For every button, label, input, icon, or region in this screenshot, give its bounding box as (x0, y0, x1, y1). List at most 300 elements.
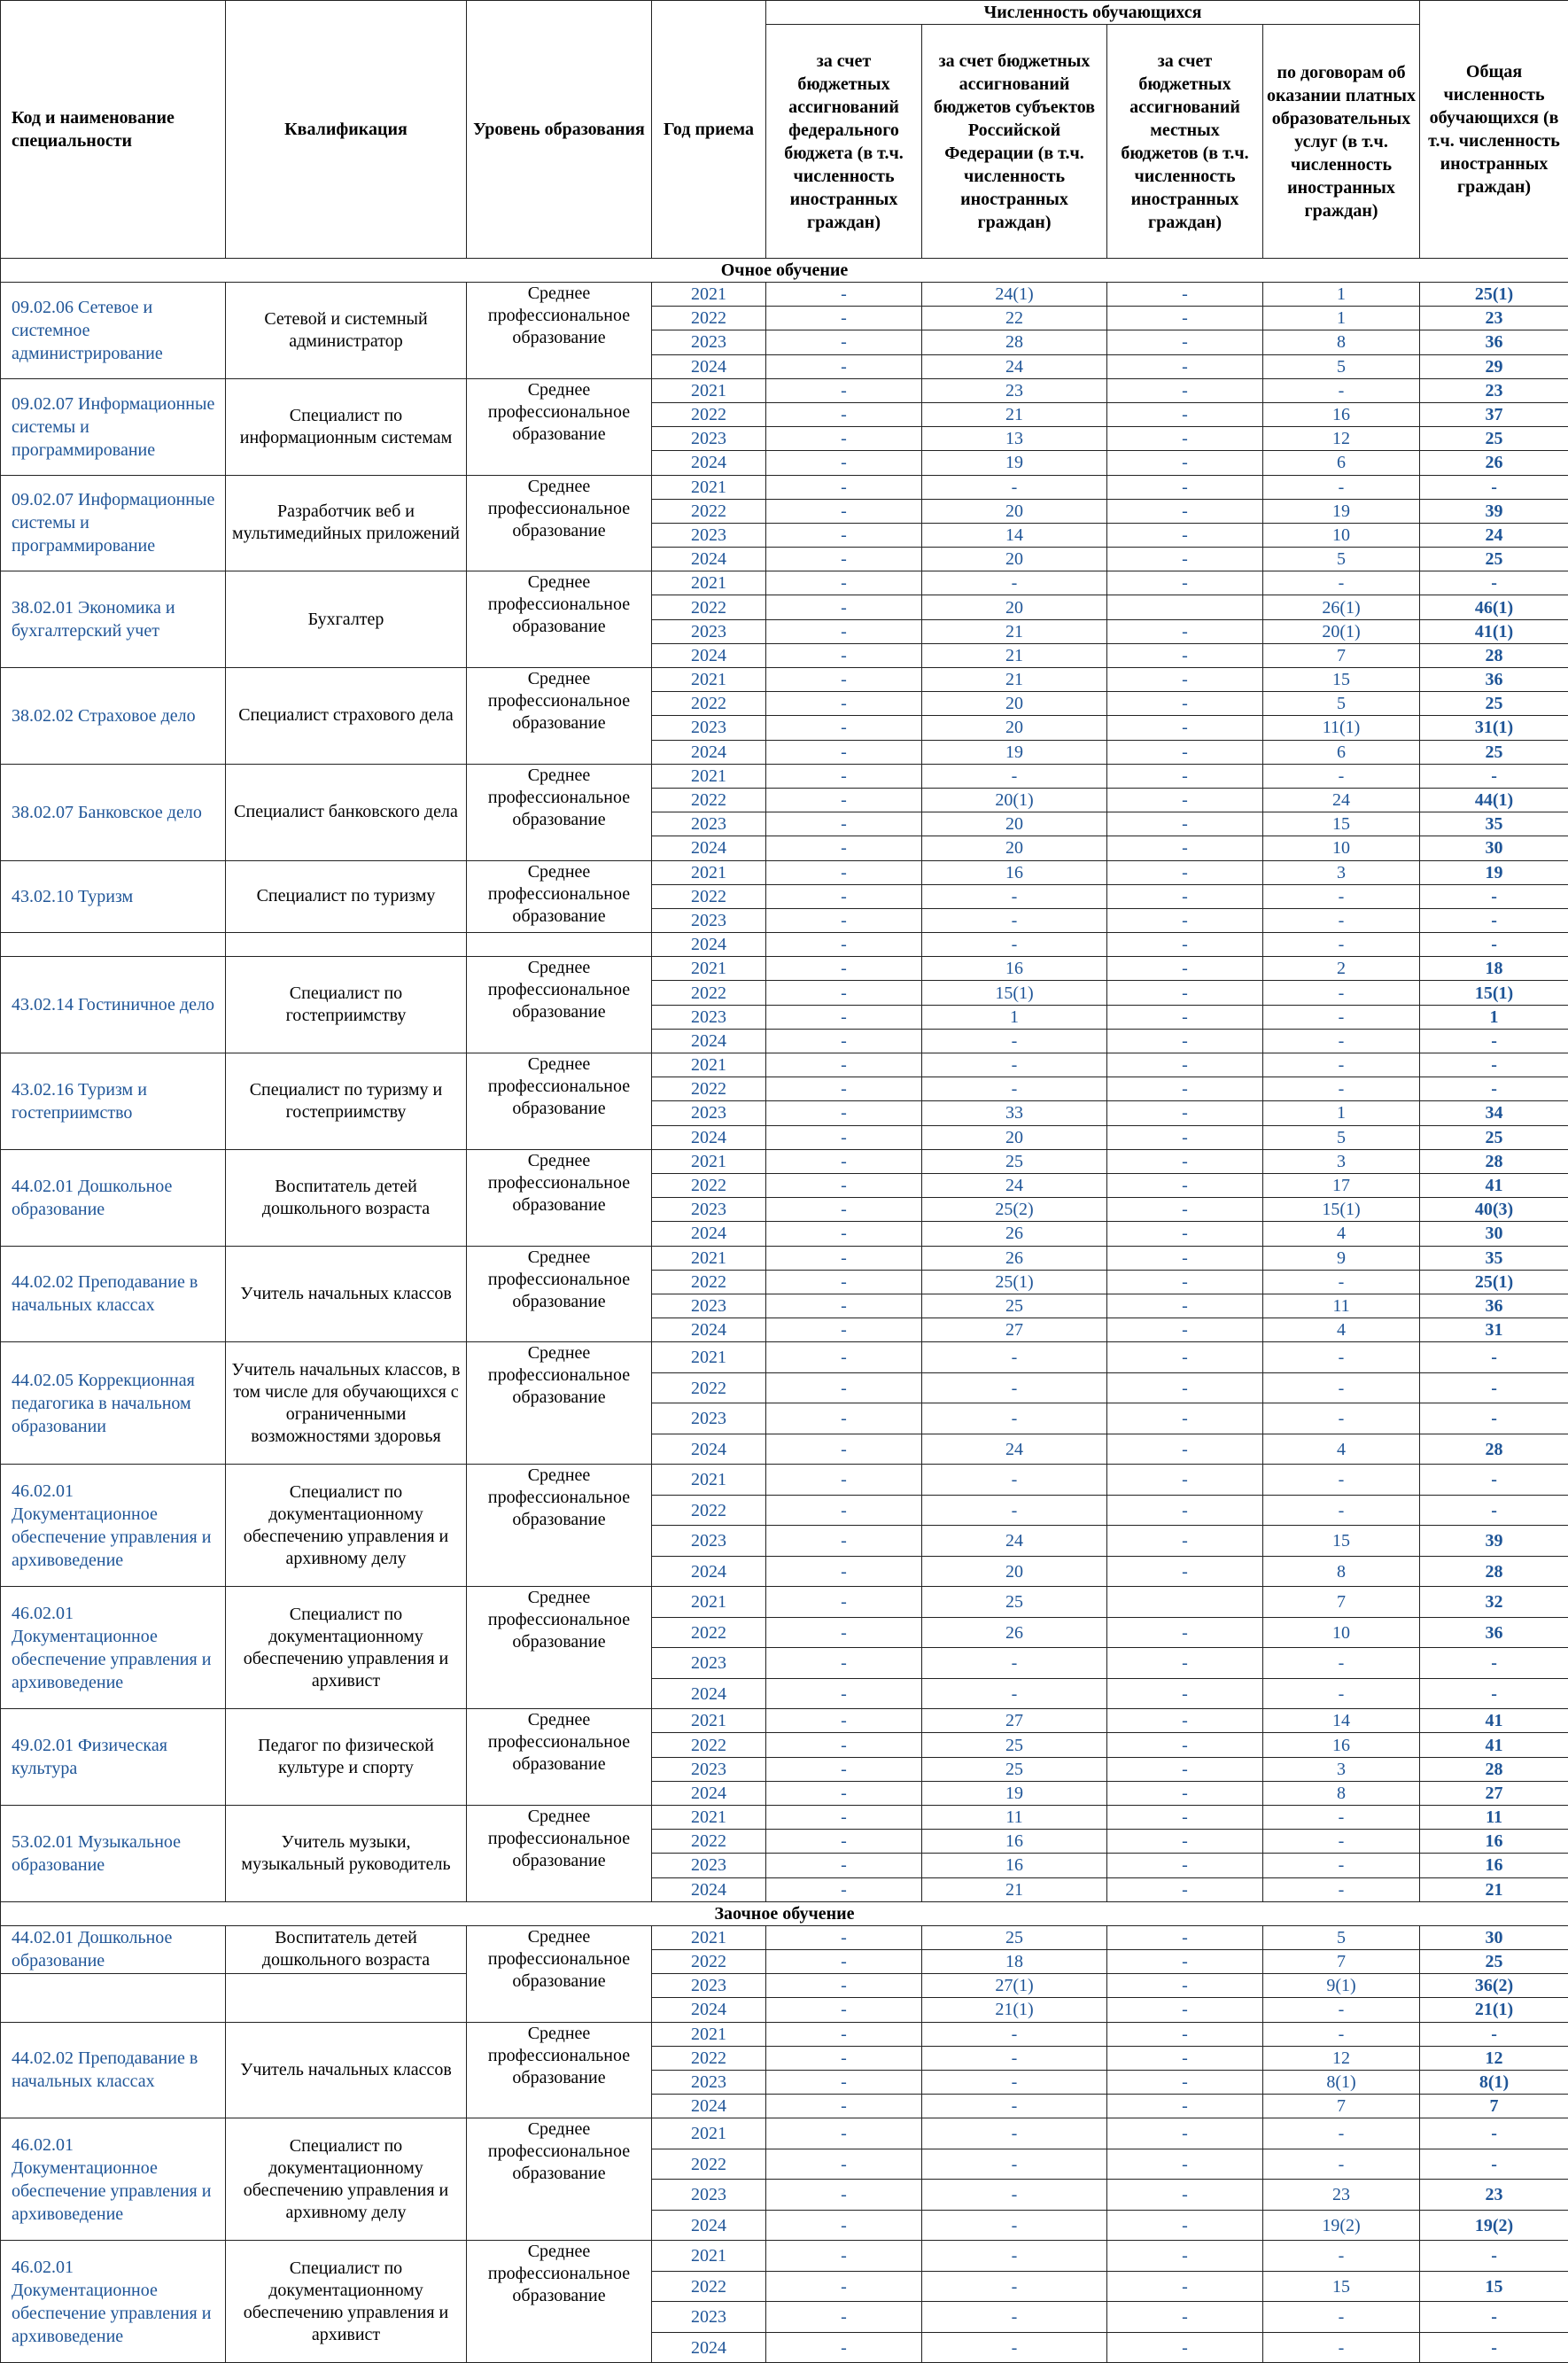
qualification: Специалист по туризму (226, 860, 467, 933)
table-row (1, 668, 1568, 692)
local-cell: - (1107, 1757, 1263, 1781)
header-code: Код и наименование специальности (1, 1, 226, 259)
local-cell: - (1107, 957, 1263, 981)
total-cell: 39 (1420, 499, 1568, 523)
regional-cell: - (922, 2095, 1107, 2118)
total-cell: 18 (1420, 957, 1568, 981)
regional-cell: 16 (922, 860, 1107, 884)
federal-cell: - (766, 571, 922, 595)
total-cell: - (1420, 1465, 1568, 1496)
paid-cell: 11 (1263, 1294, 1420, 1318)
total-cell: 15(1) (1420, 981, 1568, 1005)
federal-cell: - (766, 2149, 922, 2180)
paid-cell: 16 (1263, 402, 1420, 426)
federal-cell: - (766, 1648, 922, 1679)
paid-cell: - (1263, 1372, 1420, 1403)
year-cell: 2024 (652, 2095, 766, 2118)
paid-cell: - (1263, 1877, 1420, 1901)
total-cell: 41 (1420, 1173, 1568, 1197)
local-cell: - (1107, 1465, 1263, 1496)
regional-cell: 26 (922, 1222, 1107, 1246)
local-cell: - (1107, 2302, 1263, 2333)
local-cell: - (1107, 1949, 1263, 1973)
total-cell: - (1420, 2302, 1568, 2333)
regional-cell: 20 (922, 716, 1107, 740)
year-cell: 2021 (652, 1587, 766, 1618)
paid-cell: 1 (1263, 1101, 1420, 1125)
year-cell: 2023 (652, 330, 766, 354)
paid-cell: - (1263, 2241, 1420, 2272)
regional-cell: 24(1) (922, 283, 1107, 307)
regional-cell: - (922, 1053, 1107, 1077)
total-cell: 25 (1420, 740, 1568, 764)
regional-cell: 21 (922, 402, 1107, 426)
total-cell: 19(2) (1420, 2210, 1568, 2241)
total-cell: - (1420, 2149, 1568, 2180)
education-level: Среднее профессиональное образование (467, 475, 652, 571)
paid-cell: 3 (1263, 1757, 1420, 1781)
local-cell: - (1107, 1149, 1263, 1173)
regional-cell: 25 (922, 1925, 1107, 1949)
total-cell: 11 (1420, 1806, 1568, 1830)
regional-cell: 25 (922, 1733, 1107, 1757)
table-row (1, 378, 1568, 402)
local-cell: - (1107, 1173, 1263, 1197)
paid-cell: - (1263, 571, 1420, 595)
regional-cell: - (922, 571, 1107, 595)
specialty-code: 38.02.07 Банковское дело (1, 764, 226, 860)
regional-cell: 27 (922, 1318, 1107, 1342)
education-level: Среднее профессиональное образование (467, 1925, 652, 2022)
regional-cell: 14 (922, 523, 1107, 547)
local-cell: - (1107, 1198, 1263, 1222)
education-level: Среднее профессиональное образование (467, 1053, 652, 1150)
federal-cell: - (766, 1029, 922, 1053)
federal-cell: - (766, 1101, 922, 1125)
regional-cell: - (922, 1372, 1107, 1403)
federal-cell: - (766, 451, 922, 475)
year-cell: 2023 (652, 619, 766, 643)
local-cell: - (1107, 1029, 1263, 1053)
table-row (1, 764, 1568, 788)
total-cell: 19 (1420, 860, 1568, 884)
federal-cell: - (766, 307, 922, 330)
local-cell: - (1107, 1877, 1263, 1901)
regional-cell: 28 (922, 330, 1107, 354)
regional-cell: 16 (922, 957, 1107, 981)
year-cell: 2024 (652, 548, 766, 571)
education-level (467, 933, 652, 957)
regional-cell: 24 (922, 1173, 1107, 1197)
local-cell: - (1107, 330, 1263, 354)
education-level: Среднее профессиональное образование (467, 283, 652, 379)
year-cell: 2021 (652, 1149, 766, 1173)
paid-cell: 15 (1263, 1526, 1420, 1557)
year-cell: 2023 (652, 523, 766, 547)
local-cell: - (1107, 836, 1263, 860)
local-cell: - (1107, 1854, 1263, 1877)
total-cell: - (1420, 1053, 1568, 1077)
total-cell: 30 (1420, 1925, 1568, 1949)
year-cell: 2023 (652, 427, 766, 451)
specialty-code: 44.02.01 Дошкольное образование (1, 1149, 226, 1246)
federal-cell: - (766, 668, 922, 692)
paid-cell: 6 (1263, 740, 1420, 764)
local-cell: - (1107, 1246, 1263, 1270)
total-cell: 37 (1420, 402, 1568, 426)
specialty-code: 46.02.01 Документационное обеспечение управления и архивоведение (1, 2118, 226, 2241)
local-cell: - (1107, 2095, 1263, 2118)
year-cell: 2022 (652, 692, 766, 716)
total-cell: 25 (1420, 1125, 1568, 1149)
specialty-code: 09.02.07 Информационные системы и программирование (1, 475, 226, 571)
total-cell: - (1420, 933, 1568, 957)
paid-cell: - (1263, 1678, 1420, 1709)
federal-cell: - (766, 1318, 922, 1342)
regional-cell: 22 (922, 307, 1107, 330)
local-cell: - (1107, 571, 1263, 595)
qualification: Специалист по документационному обеспечению управления и архивист (226, 1587, 467, 1709)
qualification: Специалист по информационным системам (226, 378, 467, 475)
regional-cell: 21 (922, 619, 1107, 643)
regional-cell: - (922, 2180, 1107, 2211)
federal-cell: - (766, 2022, 922, 2046)
federal-cell: - (766, 1709, 922, 1733)
regional-cell: 21(1) (922, 1998, 1107, 2022)
regional-cell: 25(1) (922, 1270, 1107, 1294)
qualification: Воспитатель детей дошкольного возраста (226, 1149, 467, 1246)
local-cell: - (1107, 668, 1263, 692)
local-cell: - (1107, 1270, 1263, 1294)
federal-cell: - (766, 1587, 922, 1618)
table-row (1, 1246, 1568, 1270)
section-title: Заочное обучение (1, 1901, 1568, 1925)
year-cell: 2024 (652, 1556, 766, 1587)
year-cell: 2023 (652, 1648, 766, 1679)
local-cell: - (1107, 1733, 1263, 1757)
federal-cell: - (766, 378, 922, 402)
year-cell: 2021 (652, 668, 766, 692)
local-cell: - (1107, 1526, 1263, 1557)
regional-cell: 19 (922, 740, 1107, 764)
year-cell: 2021 (652, 571, 766, 595)
local-cell: - (1107, 812, 1263, 836)
paid-cell: - (1263, 1998, 1420, 2022)
regional-cell: 20 (922, 812, 1107, 836)
total-cell: 30 (1420, 836, 1568, 860)
paid-cell: - (1263, 1495, 1420, 1526)
federal-cell: - (766, 1125, 922, 1149)
total-cell: 26 (1420, 451, 1568, 475)
local-cell: - (1107, 2210, 1263, 2241)
qualification: Специалист по документационному обеспечению управления и архивному делу (226, 2118, 467, 2241)
year-cell: 2024 (652, 1222, 766, 1246)
regional-cell: 23 (922, 378, 1107, 402)
federal-cell: - (766, 1806, 922, 1830)
regional-cell: - (922, 2332, 1107, 2363)
total-cell: - (1420, 1372, 1568, 1403)
paid-cell: 24 (1263, 788, 1420, 812)
regional-cell: 27 (922, 1709, 1107, 1733)
regional-cell: - (922, 2210, 1107, 2241)
paid-cell: - (1263, 1342, 1420, 1373)
year-cell: 2023 (652, 1974, 766, 1998)
federal-cell: - (766, 1465, 922, 1496)
paid-cell: 17 (1263, 1173, 1420, 1197)
federal-cell: - (766, 1198, 922, 1222)
paid-cell: - (1263, 981, 1420, 1005)
paid-cell: 16 (1263, 1733, 1420, 1757)
paid-cell: - (1263, 933, 1420, 957)
year-cell: 2024 (652, 933, 766, 957)
federal-cell: - (766, 2332, 922, 2363)
year-cell: 2021 (652, 860, 766, 884)
total-cell: - (1420, 2332, 1568, 2363)
total-cell: - (1420, 764, 1568, 788)
paid-cell: 5 (1263, 692, 1420, 716)
year-cell: 2021 (652, 1342, 766, 1373)
paid-cell: 4 (1263, 1434, 1420, 1465)
qualification: Специалист по гостеприимству (226, 957, 467, 1053)
paid-cell: 3 (1263, 1149, 1420, 1173)
federal-cell: - (766, 2046, 922, 2070)
paid-cell: 15 (1263, 2271, 1420, 2302)
paid-cell: 12 (1263, 427, 1420, 451)
paid-cell: 7 (1263, 1949, 1420, 1973)
paid-cell: 23 (1263, 2180, 1420, 2211)
education-level: Среднее профессиональное образование (467, 1587, 652, 1709)
paid-cell: 9(1) (1263, 1974, 1420, 1998)
paid-cell: 20(1) (1263, 619, 1420, 643)
paid-cell: 6 (1263, 451, 1420, 475)
regional-cell: - (922, 1465, 1107, 1496)
year-cell: 2022 (652, 1617, 766, 1648)
year-cell: 2022 (652, 1495, 766, 1526)
qualification: Педагог по физической культуре и спорту (226, 1709, 467, 1806)
year-cell: 2022 (652, 1372, 766, 1403)
section-title: Очное обучение (1, 259, 1568, 283)
paid-cell: 15(1) (1263, 1198, 1420, 1222)
federal-cell: - (766, 548, 922, 571)
year-cell: 2023 (652, 908, 766, 932)
paid-cell: 4 (1263, 1222, 1420, 1246)
header-paid: по договорам об оказании платных образовательных услуг (в т.ч. численность иностранных граждан) (1263, 25, 1420, 259)
federal-cell: - (766, 957, 922, 981)
local-cell: - (1107, 283, 1263, 307)
paid-cell: 5 (1263, 1925, 1420, 1949)
paid-cell: 15 (1263, 812, 1420, 836)
local-cell: - (1107, 1648, 1263, 1679)
regional-cell: - (922, 2070, 1107, 2094)
year-cell: 2024 (652, 740, 766, 764)
total-cell: 25 (1420, 548, 1568, 571)
federal-cell: - (766, 1925, 922, 1949)
total-cell: 46(1) (1420, 595, 1568, 619)
federal-cell: - (766, 933, 922, 957)
local-cell: - (1107, 860, 1263, 884)
federal-cell: - (766, 427, 922, 451)
year-cell: 2022 (652, 2271, 766, 2302)
local-cell: - (1107, 548, 1263, 571)
total-cell: 31(1) (1420, 716, 1568, 740)
header-qualification: Квалификация (226, 1, 467, 259)
specialty-code: 38.02.02 Страховое дело (1, 668, 226, 765)
federal-cell: - (766, 1877, 922, 1901)
federal-cell: - (766, 884, 922, 908)
table-row (1, 1465, 1568, 1496)
local-cell: - (1107, 1318, 1263, 1342)
total-cell: 7 (1420, 2095, 1568, 2118)
regional-cell: - (922, 2022, 1107, 2046)
regional-cell: 20 (922, 548, 1107, 571)
paid-cell: - (1263, 908, 1420, 932)
qualification-blank (226, 1974, 467, 2022)
total-cell: 41 (1420, 1709, 1568, 1733)
total-cell: - (1420, 908, 1568, 932)
header-regional: за счет бюджетных ассигнований бюджетов субъектов Российской Федерации (в т.ч. численность иностранных граждан) (922, 25, 1107, 259)
education-level: Среднее профессиональное образование (467, 2241, 652, 2363)
federal-cell: - (766, 908, 922, 932)
paid-cell: - (1263, 1029, 1420, 1053)
header-local: за счет бюджетных ассигнований местных бюджетов (в т.ч. численность иностранных граждан) (1107, 25, 1263, 259)
local-cell: - (1107, 2149, 1263, 2180)
year-cell: 2023 (652, 2180, 766, 2211)
year-cell: 2023 (652, 1294, 766, 1318)
year-cell: 2021 (652, 957, 766, 981)
table-row (1, 1974, 1568, 1998)
year-cell: 2022 (652, 1077, 766, 1101)
total-cell: - (1420, 475, 1568, 499)
year-cell: 2022 (652, 1733, 766, 1757)
regional-cell: - (922, 884, 1107, 908)
local-cell: - (1107, 1125, 1263, 1149)
local-cell: - (1107, 740, 1263, 764)
federal-cell: - (766, 1372, 922, 1403)
year-cell: 2022 (652, 307, 766, 330)
specialty-code: 53.02.01 Музыкальное образование (1, 1806, 226, 1902)
local-cell: - (1107, 354, 1263, 378)
table-row (1, 283, 1568, 307)
specialty-code: 44.02.02 Преподавание в начальных классах (1, 1246, 226, 1342)
paid-cell: - (1263, 2302, 1420, 2333)
regional-cell: 24 (922, 1526, 1107, 1557)
federal-cell: - (766, 1733, 922, 1757)
year-cell: 2024 (652, 1678, 766, 1709)
regional-cell: 19 (922, 1781, 1107, 1805)
regional-cell: 25 (922, 1587, 1107, 1618)
paid-cell: 12 (1263, 2046, 1420, 2070)
local-cell: - (1107, 1372, 1263, 1403)
federal-cell: - (766, 860, 922, 884)
federal-cell: - (766, 402, 922, 426)
year-cell: 2022 (652, 981, 766, 1005)
regional-cell: - (922, 2271, 1107, 2302)
total-cell: 23 (1420, 307, 1568, 330)
local-cell: - (1107, 1974, 1263, 1998)
regional-cell: - (922, 1029, 1107, 1053)
regional-cell: 20 (922, 499, 1107, 523)
local-cell (1107, 1587, 1263, 1618)
regional-cell: 13 (922, 427, 1107, 451)
local-cell: - (1107, 499, 1263, 523)
year-cell: 2022 (652, 1270, 766, 1294)
specialty-code: 38.02.01 Экономика и бухгалтерский учет (1, 571, 226, 668)
regional-cell: - (922, 1495, 1107, 1526)
federal-cell: - (766, 523, 922, 547)
total-cell: 36 (1420, 1294, 1568, 1318)
year-cell: 2023 (652, 1757, 766, 1781)
paid-cell: 26(1) (1263, 595, 1420, 619)
total-cell: 36(2) (1420, 1974, 1568, 1998)
total-cell: - (1420, 1342, 1568, 1373)
local-cell: - (1107, 1709, 1263, 1733)
year-cell: 2021 (652, 475, 766, 499)
total-cell: 41(1) (1420, 619, 1568, 643)
regional-cell: 20 (922, 692, 1107, 716)
total-cell: 16 (1420, 1830, 1568, 1854)
table-row (1, 475, 1568, 499)
paid-cell: 4 (1263, 1318, 1420, 1342)
specialty-code: 46.02.01 Документационное обеспечение управления и архивоведение (1, 2241, 226, 2363)
paid-cell: - (1263, 884, 1420, 908)
specialty-code (1, 933, 226, 957)
regional-cell: 33 (922, 1101, 1107, 1125)
qualification: Учитель начальных классов (226, 2022, 467, 2118)
total-cell: 21(1) (1420, 1998, 1568, 2022)
local-cell: - (1107, 402, 1263, 426)
total-cell: 28 (1420, 1556, 1568, 1587)
local-cell: - (1107, 619, 1263, 643)
paid-cell: 19 (1263, 499, 1420, 523)
paid-cell: 10 (1263, 523, 1420, 547)
federal-cell: - (766, 330, 922, 354)
regional-cell: 16 (922, 1854, 1107, 1877)
year-cell: 2021 (652, 1925, 766, 1949)
paid-cell: 10 (1263, 836, 1420, 860)
specialty-code-blank (1, 1974, 226, 2022)
total-cell: 8(1) (1420, 2070, 1568, 2094)
year-cell: 2021 (652, 1465, 766, 1496)
year-cell: 2024 (652, 1434, 766, 1465)
federal-cell: - (766, 1998, 922, 2022)
education-level: Среднее профессиональное образование (467, 1465, 652, 1587)
table-row (1, 860, 1568, 884)
year-cell: 2022 (652, 788, 766, 812)
federal-cell: - (766, 619, 922, 643)
local-cell: - (1107, 1556, 1263, 1587)
table-row (1, 2022, 1568, 2046)
regional-cell: 1 (922, 1005, 1107, 1029)
year-cell: 2024 (652, 1125, 766, 1149)
specialty-code: 44.02.05 Коррекционная педагогика в начальном образовании (1, 1342, 226, 1465)
table-row (1, 1587, 1568, 1618)
federal-cell: - (766, 499, 922, 523)
header-level: Уровень образования (467, 1, 652, 259)
total-cell: 25 (1420, 692, 1568, 716)
federal-cell: - (766, 643, 922, 667)
table-row (1, 957, 1568, 981)
paid-cell: 1 (1263, 307, 1420, 330)
year-cell: 2021 (652, 2118, 766, 2149)
regional-cell: 20 (922, 1556, 1107, 1587)
federal-cell: - (766, 812, 922, 836)
total-cell: - (1420, 1495, 1568, 1526)
local-cell: - (1107, 1342, 1263, 1373)
federal-cell: - (766, 2070, 922, 2094)
qualification: Специалист банковского дела (226, 764, 467, 860)
local-cell: - (1107, 1806, 1263, 1830)
regional-cell: - (922, 2241, 1107, 2272)
